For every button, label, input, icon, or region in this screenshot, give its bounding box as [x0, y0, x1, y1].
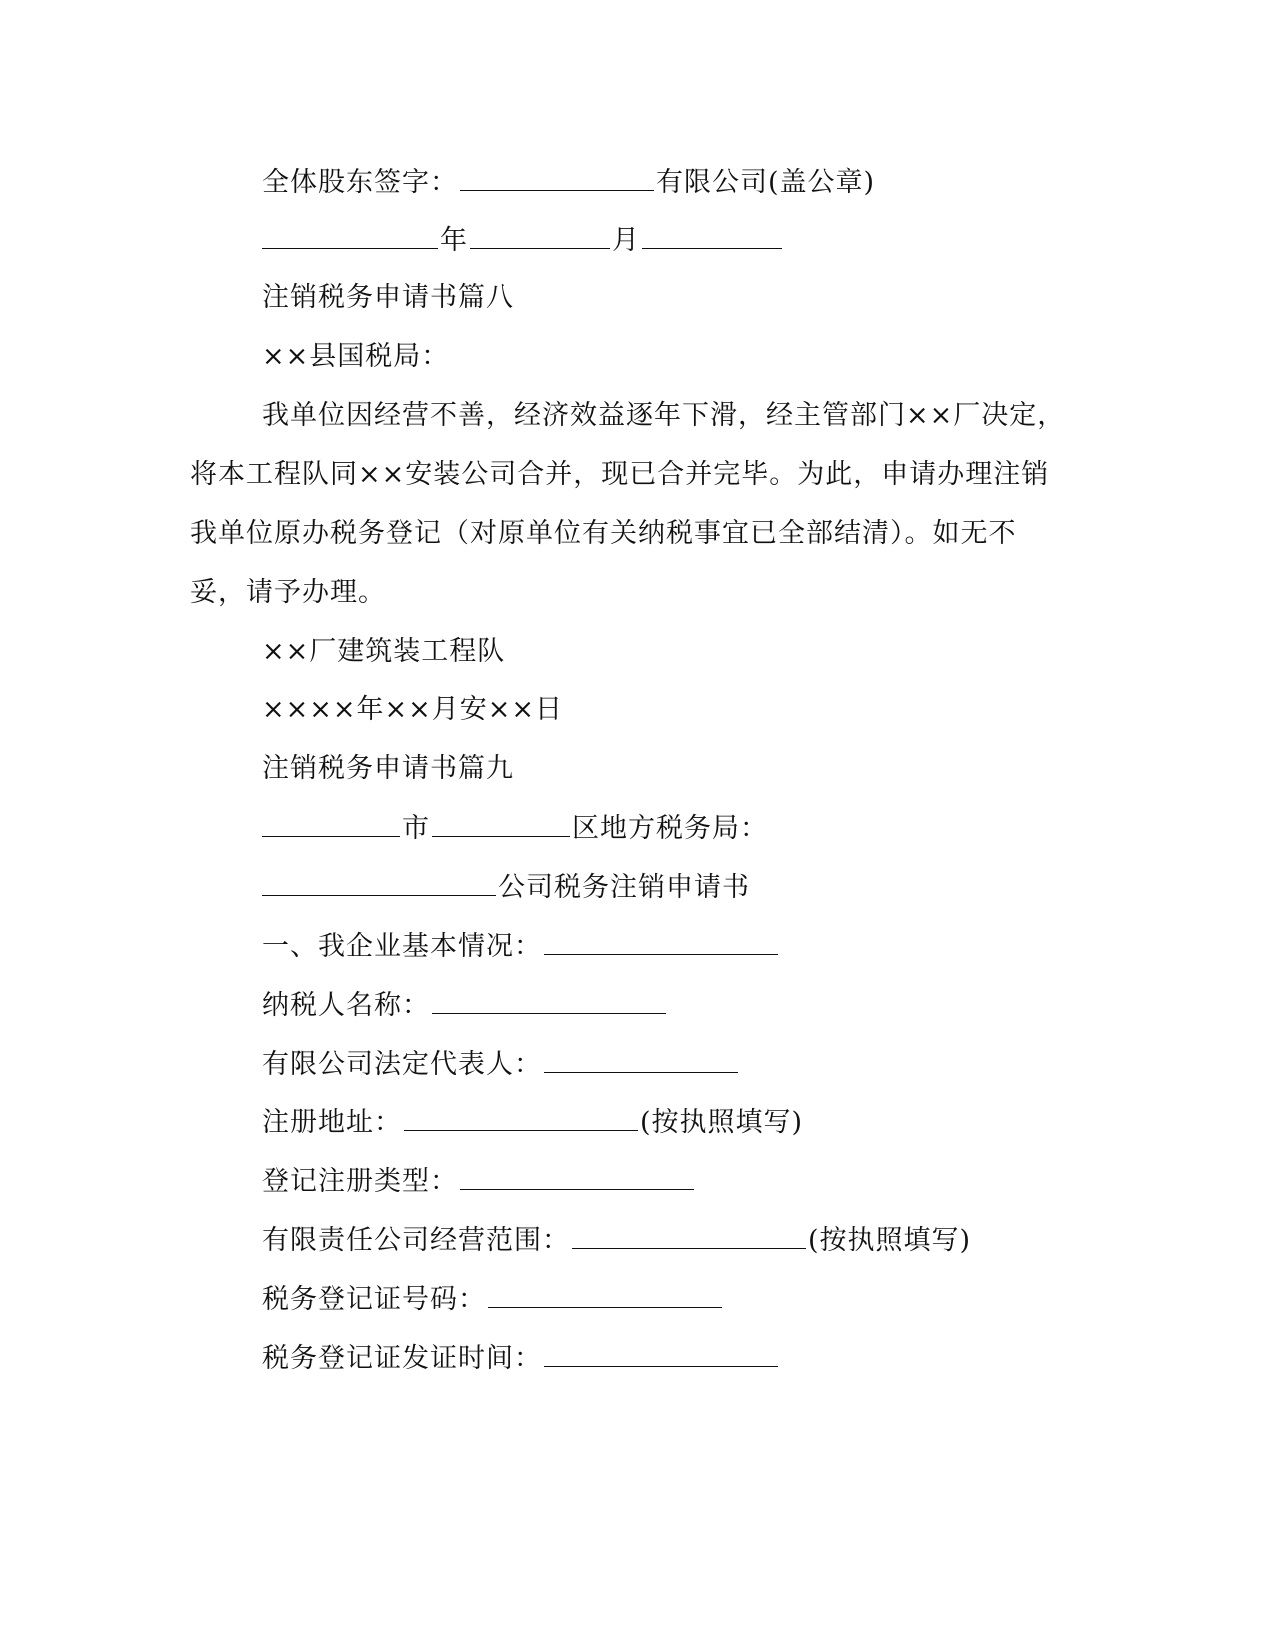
shareholder-signature-label: 全体股东签字： [262, 167, 458, 198]
signature-date-text: ××××年××月安××日 [262, 694, 563, 725]
body-paragraph-text-2: 将本工程队同××安装公司合并，现已合并完毕。为此，申请办理注销 [190, 459, 1050, 490]
legal-rep-blank [544, 1046, 738, 1073]
body-paragraph-line-2 [190, 457, 1090, 493]
tax-reg-issue-date-line [190, 1340, 1162, 1377]
basic-info-line [190, 928, 1162, 965]
signatory-text: ××厂建筑装工程队 [262, 636, 506, 667]
body-paragraph-line-3 [190, 516, 1090, 552]
company-seal-label: 有限公司(盖公章) [656, 167, 876, 198]
business-scope-label: 有限责任公司经营范围： [262, 1225, 570, 1256]
month-label: 月 [612, 225, 640, 256]
city-blank [262, 810, 400, 837]
city-label: 市 [402, 813, 430, 844]
business-scope-blank [572, 1222, 806, 1249]
day-blank [642, 222, 782, 249]
tax-bureau-line [190, 810, 1162, 847]
signature-date-line [190, 692, 1162, 728]
application-title-line [190, 869, 1162, 906]
signature-blank [460, 164, 654, 191]
registered-address-label: 注册地址： [262, 1107, 402, 1138]
district-blank [432, 810, 570, 837]
business-scope-note: (按执照填写) [808, 1225, 972, 1256]
tax-reg-number-blank [488, 1281, 722, 1308]
registration-type-line [190, 1163, 1162, 1200]
tax-reg-number-line [190, 1281, 1162, 1318]
addressee-line [190, 339, 1162, 375]
application-title-text: 公司税务注销申请书 [498, 872, 750, 903]
registered-address-blank [404, 1104, 638, 1131]
legal-rep-line [190, 1046, 1162, 1083]
year-label: 年 [440, 225, 468, 256]
tax-reg-number-label: 税务登记证号码： [262, 1284, 486, 1315]
signatory-line [190, 634, 1162, 670]
body-paragraph-text-3: 我单位原办税务登记（对原单位有关纳税事宜已全部结清）。如无不 [190, 518, 1017, 549]
section-heading-eight [190, 280, 1162, 316]
taxpayer-name-line [190, 987, 1162, 1024]
registration-type-label: 登记注册类型： [262, 1166, 458, 1197]
section-heading-nine-text: 注销税务申请书篇九 [262, 753, 514, 784]
body-paragraph-line-4 [190, 575, 1090, 611]
addressee-text: ××县国税局： [262, 341, 450, 372]
body-paragraph-text-1: 我单位因经营不善，经济效益逐年下滑，经主管部门××厂决定， [262, 400, 1066, 431]
shareholder-signature-line [190, 164, 1162, 201]
legal-rep-label: 有限公司法定代表人： [262, 1049, 542, 1080]
section-heading-eight-text: 注销税务申请书篇八 [262, 282, 514, 313]
date-line [190, 222, 1162, 259]
district-label: 区地方税务局： [572, 813, 768, 844]
tax-reg-issue-date-label: 税务登记证发证时间： [262, 1343, 542, 1374]
taxpayer-name-label: 纳税人名称： [262, 990, 430, 1021]
body-paragraph-text-4: 妥，请予办理。 [190, 577, 386, 608]
taxpayer-name-blank [432, 987, 666, 1014]
month-blank [470, 222, 610, 249]
tax-reg-issue-date-blank [544, 1340, 778, 1367]
body-paragraph-line-1 [190, 398, 1162, 434]
basic-info-label: 一、我企业基本情况： [262, 931, 542, 962]
section-heading-nine [190, 751, 1162, 787]
registered-address-note: (按执照填写) [640, 1107, 804, 1138]
company-name-blank [262, 869, 496, 896]
basic-info-blank [544, 928, 778, 955]
registration-type-blank [460, 1163, 694, 1190]
business-scope-line [190, 1222, 1162, 1259]
registered-address-line [190, 1104, 1162, 1141]
year-blank [262, 222, 438, 249]
